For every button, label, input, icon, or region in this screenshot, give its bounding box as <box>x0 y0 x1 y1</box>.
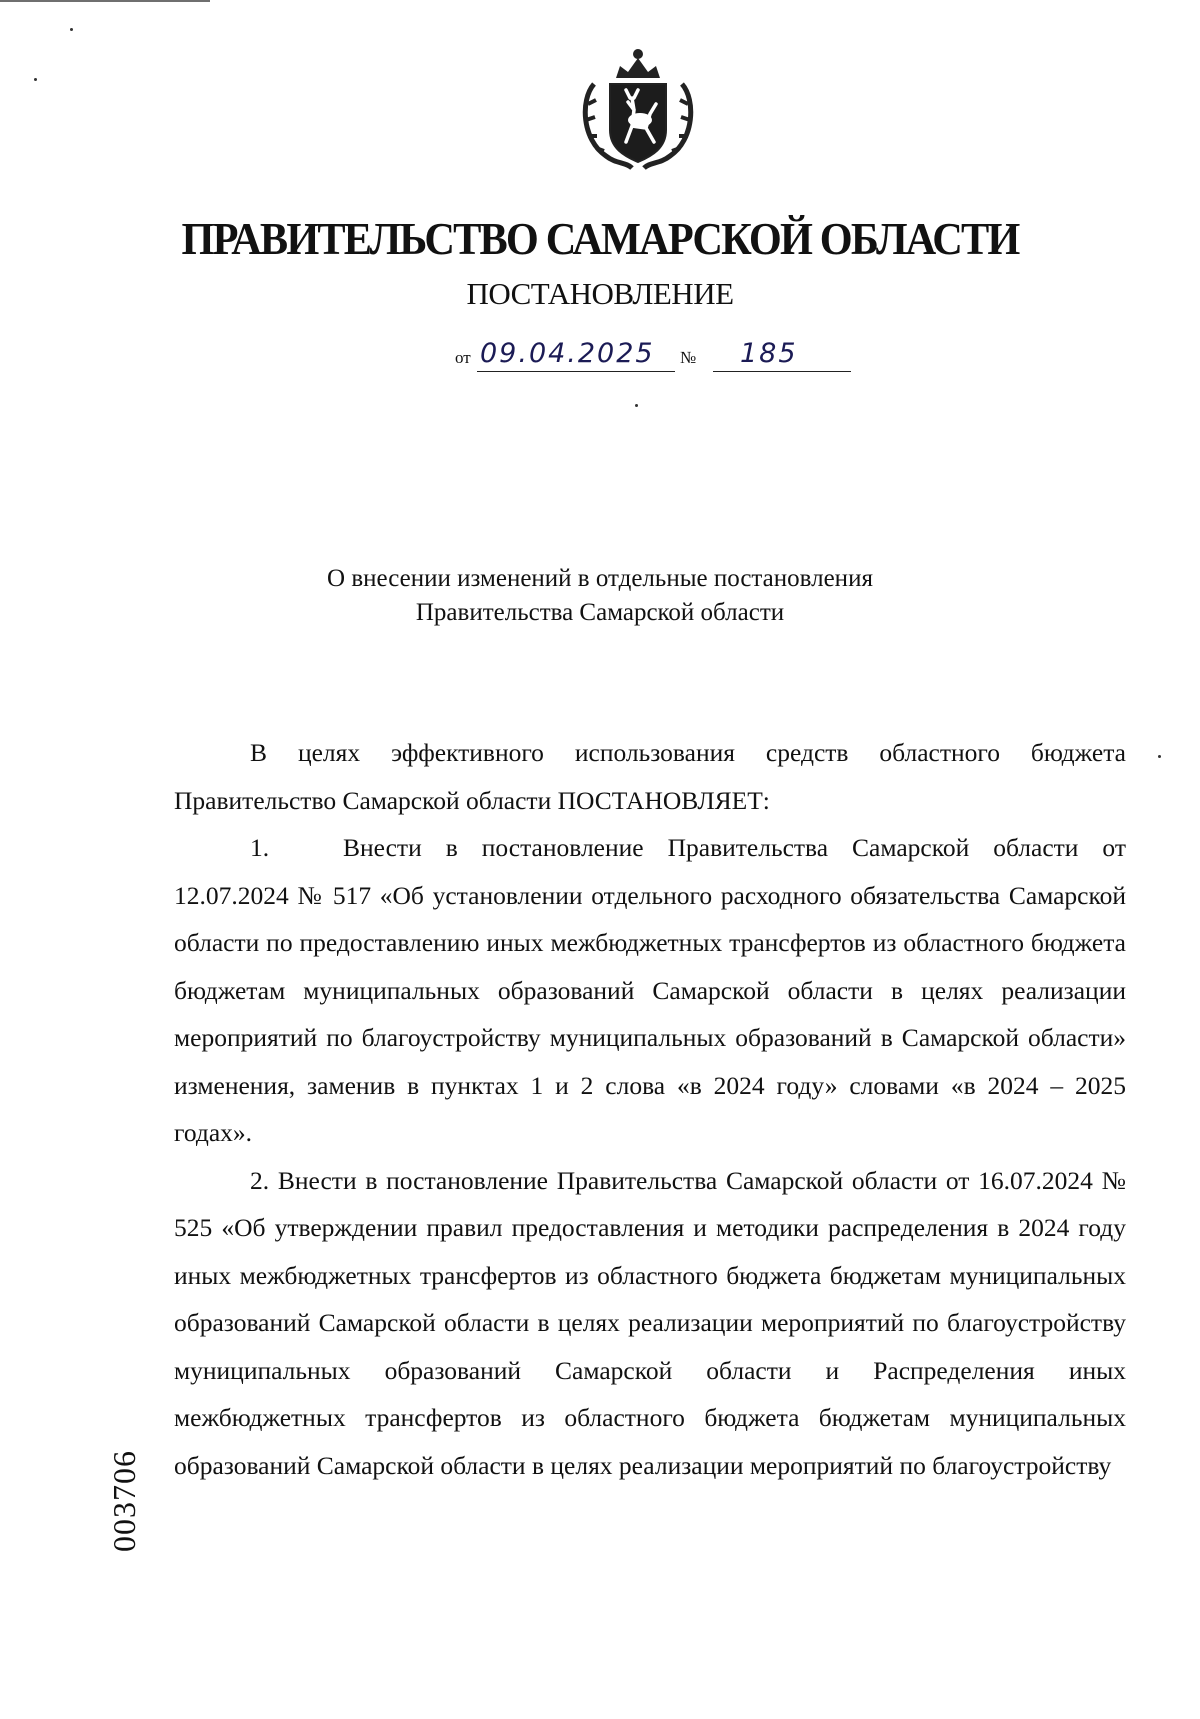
scan-edge-line <box>0 0 210 2</box>
scan-speck <box>70 28 73 31</box>
number-underline <box>713 371 851 372</box>
item-1-text: Внести в постановление Правительства Самарской области от 12.07.2024 № 517 «Об установлении отдельного расходного обязательства Самарской области по предоставлению иных межбюджетных трансфертов из областного бюджета бюджетам муниципальных образований Самарской области в целях реализации мероприятий по благоустройству муниципальных образований в Самарской области» изменения, заменив в пунктах 1 и 2 слова «в 2024 году» словами «в 2024 – 2025 годах». <box>174 833 1126 1147</box>
scan-speck <box>635 404 638 407</box>
item-2-paragraph: 2. Внести в постановление Правительства Самарской области от 16.07.2024 № 525 «Об утверждении правил предоставления и методики распределения в 2024 году иных межбюджетных трансфертов из областного бюджета бюджетам муниципальных образований Самарской области в целях реализации мероприятий по благоустройству муниципальных образований Самарской области и Распределения иных межбюджетных трансфертов из областного бюджета бюджетам муниципальных образований Самарской области в целях реализации мероприятий по благоустройству <box>174 1165 1126 1480</box>
scan-speck <box>1158 755 1161 758</box>
subject-line: О внесении изменений в отдельные постановления <box>327 565 873 592</box>
preamble-paragraph: В целях эффективного использования средств областного бюджета Правительство Самарской области ПОСТАНОВЛЯЕТ: <box>174 738 1126 815</box>
date-prefix: от <box>455 348 471 367</box>
item-1-number: 1. <box>250 833 270 862</box>
number-prefix: № <box>680 348 697 367</box>
subject-line: Правительства Самарской области <box>415 599 785 626</box>
government-title: ПРАВИТЕЛЬСТВО САМАРСКОЙ ОБЛАСТИ <box>181 213 1019 264</box>
date-number-row <box>455 334 855 374</box>
document-subject <box>0 562 1200 630</box>
coat-of-arms-emblem <box>576 44 700 172</box>
handwritten-number: 185 <box>740 338 798 369</box>
item-1-paragraph <box>174 824 1126 1157</box>
handwritten-date: 09.04.2025 <box>480 338 655 369</box>
document-body <box>174 729 1126 1489</box>
date-underline <box>477 371 675 372</box>
document-type: ПОСТАНОВЛЕНИЕ <box>466 276 734 311</box>
side-serial-number: 003706 <box>106 1450 142 1552</box>
scan-speck <box>34 78 37 81</box>
